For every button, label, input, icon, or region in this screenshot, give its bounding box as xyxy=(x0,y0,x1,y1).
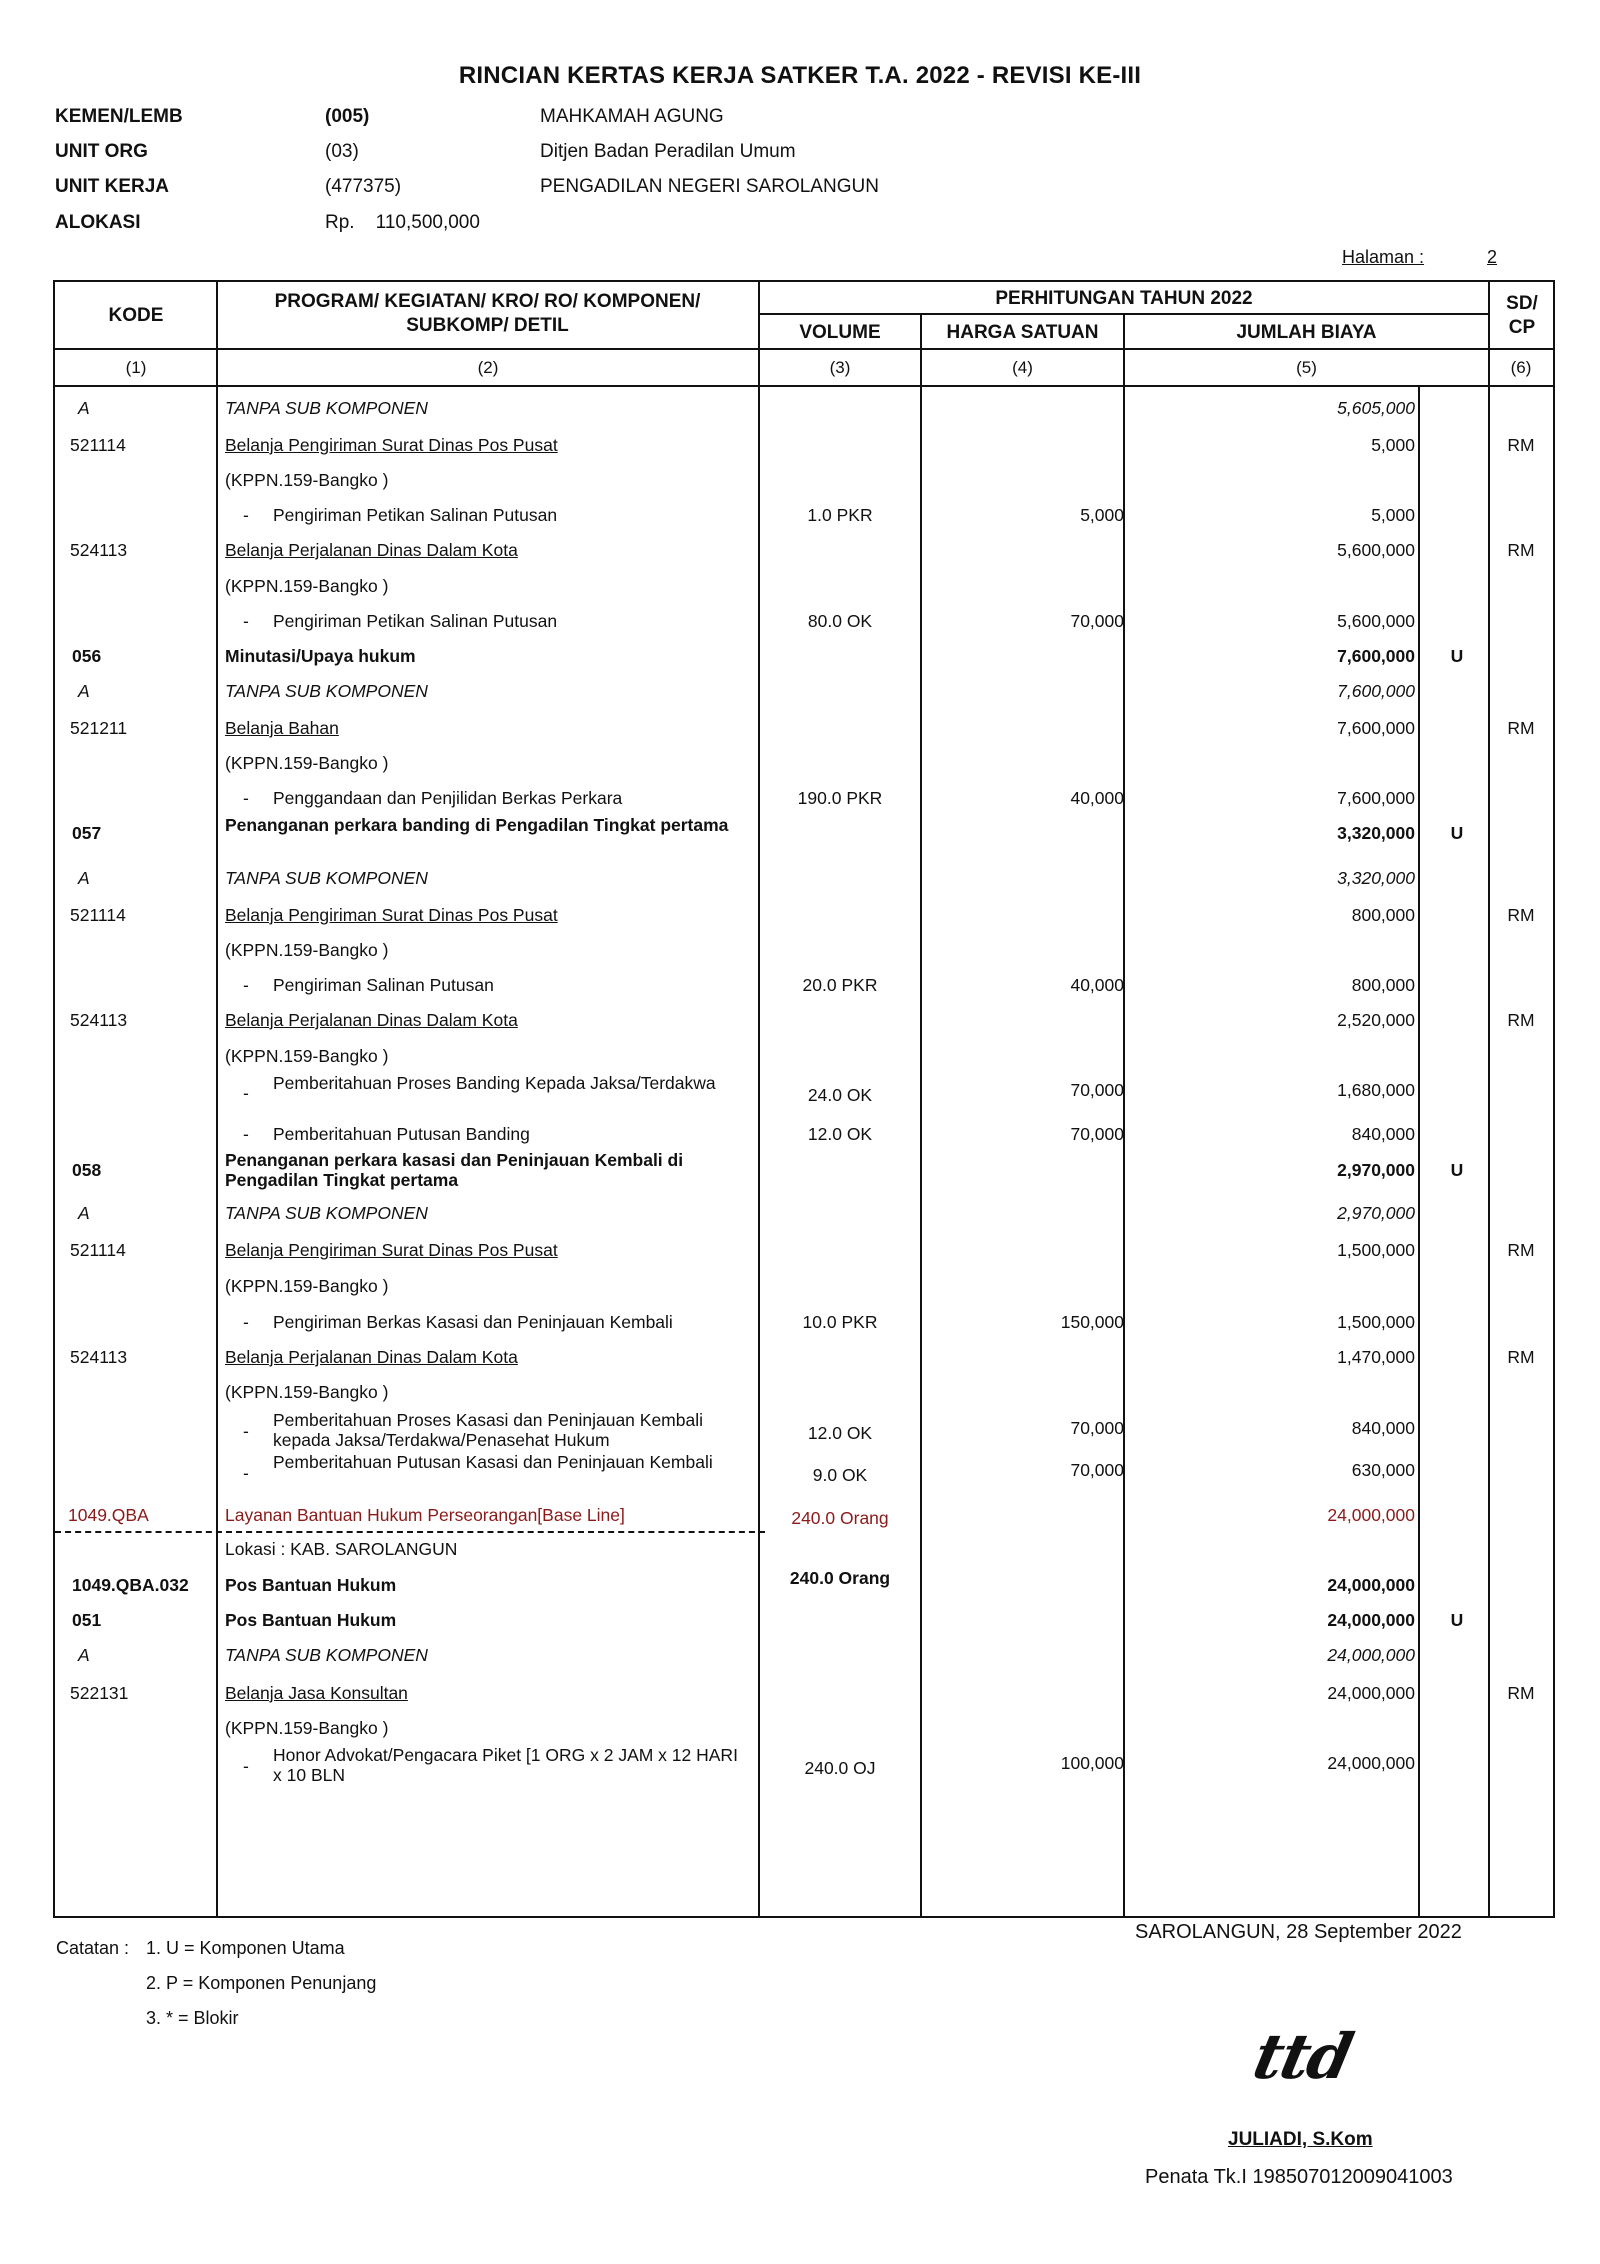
header-subline xyxy=(758,313,1488,315)
row-flag: U xyxy=(1450,823,1464,843)
row-program: Belanja Bahan xyxy=(225,718,339,738)
row-sd: RM xyxy=(1507,1347,1535,1367)
row-sd: RM xyxy=(1507,718,1535,738)
row-sd: RM xyxy=(1507,435,1535,455)
row-flag: U xyxy=(1450,1160,1464,1180)
alokasi-label: ALOKASI xyxy=(55,212,141,233)
row-kode: 1049.QBA.032 xyxy=(72,1575,189,1595)
row-sd: RM xyxy=(1507,1683,1535,1703)
row-volume: 10.0 PKR xyxy=(802,1312,878,1332)
row-jumlah: 24,000,000 xyxy=(1327,1610,1415,1630)
row-program: Layanan Bantuan Hukum Perseorangan[Base Line] xyxy=(225,1505,625,1525)
row-program: TANPA SUB KOMPONEN xyxy=(225,868,428,888)
row-jumlah: 2,520,000 xyxy=(1337,1010,1415,1030)
row-program: (KPPN.159-Bangko ) xyxy=(225,1046,389,1066)
row-jumlah: 24,000,000 xyxy=(1327,1753,1415,1773)
signer-name: JULIADI, S.Kom xyxy=(1228,2129,1373,2150)
row-jumlah: 5,000 xyxy=(1371,435,1415,455)
th-volume: VOLUME xyxy=(799,322,881,343)
colnum-6: (6) xyxy=(1510,358,1532,377)
row-program: Belanja Pengiriman Surat Dinas Pos Pusat xyxy=(225,435,558,455)
row-program: Belanja Pengiriman Surat Dinas Pos Pusat xyxy=(225,1240,558,1260)
row-program: (KPPN.159-Bangko ) xyxy=(225,576,389,596)
row-detail: Pemberitahuan Putusan Kasasi dan Peninjauan Kembali xyxy=(273,1452,713,1472)
col-divider-3 xyxy=(920,314,922,1917)
row-volume: 9.0 OK xyxy=(812,1465,868,1485)
th-harga: HARGA SATUAN xyxy=(946,322,1099,343)
row-harga: 100,000 xyxy=(1060,1753,1124,1773)
row-dash: - xyxy=(243,1124,249,1144)
row-program: (KPPN.159-Bangko ) xyxy=(225,1276,389,1296)
th-perhitungan: PERHITUNGAN TAHUN 2022 xyxy=(995,288,1253,309)
row-dash: - xyxy=(243,1463,249,1483)
row-jumlah: 840,000 xyxy=(1351,1418,1415,1438)
alokasi-value: Rp. 110,500,000 xyxy=(325,212,480,233)
row-detail: Penggandaan dan Penjilidan Berkas Perkara xyxy=(273,788,623,808)
row-detail: Pengiriman Salinan Putusan xyxy=(273,975,494,995)
unit-org-name: Ditjen Badan Peradilan Umum xyxy=(540,141,796,162)
row-harga: 70,000 xyxy=(1070,1418,1124,1438)
row-kode: 1049.QBA xyxy=(68,1505,149,1525)
row-kode: 521211 xyxy=(70,718,128,738)
row-program: Pos Bantuan Hukum xyxy=(225,1610,397,1630)
row-kode: 058 xyxy=(72,1160,102,1180)
row-volume: 12.0 OK xyxy=(807,1124,873,1144)
row-kode: 524113 xyxy=(70,540,128,560)
th-kode: KODE xyxy=(108,305,164,326)
kemen-label: KEMEN/LEMB xyxy=(55,106,183,127)
row-kode: A xyxy=(78,681,90,701)
row-program: Minutasi/Upaya hukum xyxy=(225,646,416,666)
row-flag: U xyxy=(1450,1610,1464,1630)
row-kode: 056 xyxy=(72,646,102,666)
unit-org-code: (03) xyxy=(325,141,359,162)
row-jumlah: 1,470,000 xyxy=(1337,1347,1415,1367)
row-program: Penanganan perkara banding di Pengadilan Tingkat pertama xyxy=(225,815,729,835)
row-kode: 524113 xyxy=(70,1010,128,1030)
row-jumlah: 24,000,000 xyxy=(1327,1505,1415,1525)
row-jumlah: 24,000,000 xyxy=(1327,1645,1415,1665)
kemen-name: MAHKAMAH AGUNG xyxy=(540,106,724,127)
signature: ttd xyxy=(1247,2020,1358,2093)
row-jumlah: 630,000 xyxy=(1351,1460,1415,1480)
row-dash: - xyxy=(243,788,249,808)
col-divider-4 xyxy=(1123,314,1125,1917)
row-sd: RM xyxy=(1507,905,1535,925)
row-kode: 521114 xyxy=(70,435,126,455)
row-jumlah: 5,605,000 xyxy=(1337,398,1415,418)
row-dash: - xyxy=(243,1083,249,1103)
row-volume: 20.0 PKR xyxy=(802,975,878,995)
row-harga: 40,000 xyxy=(1070,975,1124,995)
row-kode: 057 xyxy=(72,823,102,843)
row-jumlah: 7,600,000 xyxy=(1337,681,1415,701)
row-harga: 70,000 xyxy=(1070,1124,1124,1144)
row-flag: U xyxy=(1450,646,1464,666)
th-sd: SD/ CP xyxy=(1506,293,1538,338)
row-harga: 40,000 xyxy=(1070,788,1124,808)
row-detail: Pemberitahuan Putusan Banding xyxy=(273,1124,530,1144)
row-volume: 240.0 OJ xyxy=(804,1758,876,1778)
row-kode: 521114 xyxy=(70,1240,126,1260)
row-harga: 150,000 xyxy=(1060,1312,1124,1332)
note-3: 3. * = Blokir xyxy=(146,2008,239,2028)
colnum-4: (4) xyxy=(1012,358,1033,377)
row-harga: 70,000 xyxy=(1070,1460,1124,1480)
row-volume: 190.0 PKR xyxy=(797,788,883,808)
row-program: TANPA SUB KOMPONEN xyxy=(225,398,428,418)
row-kode: A xyxy=(78,868,90,888)
row-detail: Pemberitahuan Proses Banding Kepada Jaksa/Terdakwa xyxy=(273,1073,716,1093)
row-program: (KPPN.159-Bangko ) xyxy=(225,753,389,773)
row-volume: 80.0 OK xyxy=(807,611,873,631)
page-title: RINCIAN KERTAS KERJA SATKER T.A. 2022 - REVISI KE-III xyxy=(458,62,1142,89)
row-kode: A xyxy=(78,1203,90,1223)
place-date: SAROLANGUN, 28 September 2022 xyxy=(1135,1921,1462,1943)
col-divider-1 xyxy=(216,281,218,1917)
row-dash: - xyxy=(243,1312,249,1332)
row-volume: 24.0 OK xyxy=(807,1085,873,1105)
row-jumlah: 24,000,000 xyxy=(1327,1683,1415,1703)
col-divider-flag xyxy=(1418,386,1420,1917)
row-program: Belanja Jasa Konsultan xyxy=(225,1683,408,1703)
row-kode: A xyxy=(78,1645,90,1665)
th-jumlah: JUMLAH BIAYA xyxy=(1236,322,1377,343)
row-detail: Pengiriman Petikan Salinan Putusan xyxy=(273,505,558,525)
row-kode: A xyxy=(78,398,90,418)
row-jumlah: 1,500,000 xyxy=(1337,1240,1415,1260)
colnum-2: (2) xyxy=(477,358,499,377)
header-bottom-line xyxy=(54,348,1554,350)
row-kode: 522131 xyxy=(70,1683,129,1703)
row-program: Penanganan perkara kasasi dan Peninjauan Kembali di Pengadilan Tingkat pertama xyxy=(225,1150,684,1190)
row-program: TANPA SUB KOMPONEN xyxy=(225,681,428,701)
colnum-3: (3) xyxy=(829,358,851,377)
row-detail: Pemberitahuan Proses Kasasi dan Peninjauan Kembali kepada Jaksa/Terdakwa/Penasehat Hukum xyxy=(273,1410,703,1450)
row-volume: 12.0 OK xyxy=(807,1423,873,1443)
row-jumlah: 24,000,000 xyxy=(1327,1575,1415,1595)
row-program: Belanja Perjalanan Dinas Dalam Kota xyxy=(225,540,518,560)
row-jumlah: 3,320,000 xyxy=(1337,868,1415,888)
row-harga: 70,000 xyxy=(1070,611,1124,631)
row-sd: RM xyxy=(1507,540,1535,560)
col-divider-5 xyxy=(1488,281,1490,1917)
row-dash: - xyxy=(243,975,249,995)
row-kode: 524113 xyxy=(70,1347,128,1367)
row-jumlah: 7,600,000 xyxy=(1337,788,1415,808)
note-2: 2. P = Komponen Penunjang xyxy=(146,1973,377,1993)
dashed-separator xyxy=(55,1531,765,1533)
row-volume: 1.0 PKR xyxy=(807,505,873,525)
row-jumlah: 5,000 xyxy=(1371,505,1415,525)
row-jumlah: 1,500,000 xyxy=(1337,1312,1415,1332)
row-jumlah: 5,600,000 xyxy=(1337,611,1415,631)
row-jumlah: 1,680,000 xyxy=(1337,1080,1415,1100)
halaman-label: Halaman : xyxy=(1342,247,1425,267)
row-jumlah: 840,000 xyxy=(1351,1124,1415,1144)
row-program: (KPPN.159-Bangko ) xyxy=(225,1718,389,1738)
unit-kerja-label: UNIT KERJA xyxy=(55,176,170,197)
row-detail: Pengiriman Berkas Kasasi dan Peninjauan Kembali xyxy=(273,1312,673,1332)
row-program: TANPA SUB KOMPONEN xyxy=(225,1203,428,1223)
row-sd: RM xyxy=(1507,1010,1535,1030)
row-jumlah: 7,600,000 xyxy=(1337,646,1415,666)
row-jumlah: 800,000 xyxy=(1351,975,1415,995)
row-dash: - xyxy=(243,1756,249,1776)
row-jumlah: 2,970,000 xyxy=(1337,1203,1415,1223)
row-harga: 70,000 xyxy=(1070,1080,1124,1100)
row-detail: Pengiriman Petikan Salinan Putusan xyxy=(273,611,558,631)
row-harga: 5,000 xyxy=(1080,505,1124,525)
unit-org-label: UNIT ORG xyxy=(55,141,148,162)
row-sd: RM xyxy=(1507,1240,1535,1260)
row-jumlah: 5,600,000 xyxy=(1337,540,1415,560)
colnum-bottom-line xyxy=(54,385,1554,387)
row-program: Belanja Perjalanan Dinas Dalam Kota xyxy=(225,1347,518,1367)
row-volume: 240.0 Orang xyxy=(789,1568,891,1588)
kemen-code: (005) xyxy=(325,106,370,127)
catatan-label: Catatan : xyxy=(56,1938,130,1958)
unit-kerja-code: (477375) xyxy=(325,176,402,197)
row-program: Belanja Perjalanan Dinas Dalam Kota xyxy=(225,1010,518,1030)
row-dash: - xyxy=(243,1421,249,1441)
unit-kerja-name: PENGADILAN NEGERI SAROLANGUN xyxy=(540,176,879,197)
row-jumlah: 2,970,000 xyxy=(1337,1160,1415,1180)
row-program: (KPPN.159-Bangko ) xyxy=(225,940,389,960)
row-program: Pos Bantuan Hukum xyxy=(225,1575,397,1595)
th-program: PROGRAM/ KEGIATAN/ KRO/ RO/ KOMPONEN/ SUBKOMP/ DETIL xyxy=(274,291,701,336)
row-kode: 051 xyxy=(72,1610,102,1630)
note-1: 1. U = Komponen Utama xyxy=(146,1938,345,1958)
colnum-1: (1) xyxy=(125,358,147,377)
halaman-value: 2 xyxy=(1487,247,1498,267)
row-kode: 521114 xyxy=(70,905,126,925)
row-program: (KPPN.159-Bangko ) xyxy=(225,1382,389,1402)
row-dash: - xyxy=(243,505,249,525)
row-dash: - xyxy=(243,611,249,631)
row-program: Lokasi : KAB. SAROLANGUN xyxy=(225,1539,458,1559)
row-jumlah: 7,600,000 xyxy=(1337,718,1415,738)
signer-title: Penata Tk.I 198507012009041003 xyxy=(1145,2166,1453,2188)
row-volume: 240.0 Orang xyxy=(791,1508,889,1528)
row-program: TANPA SUB KOMPONEN xyxy=(225,1645,428,1665)
row-program: (KPPN.159-Bangko ) xyxy=(225,470,389,490)
row-program: Belanja Pengiriman Surat Dinas Pos Pusat xyxy=(225,905,558,925)
row-jumlah: 800,000 xyxy=(1351,905,1415,925)
colnum-5: (5) xyxy=(1296,358,1317,377)
row-detail: Honor Advokat/Pengacara Piket [1 ORG x 2 JAM x 12 HARI x 10 BLN xyxy=(273,1745,738,1785)
row-jumlah: 3,320,000 xyxy=(1337,823,1415,843)
